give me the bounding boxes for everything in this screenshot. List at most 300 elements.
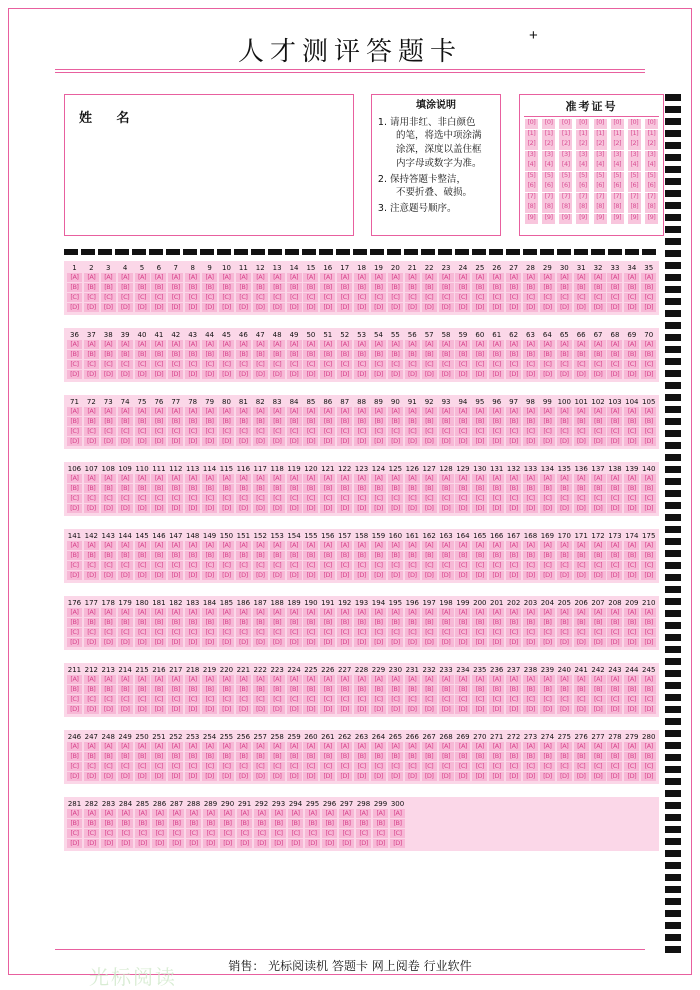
answer-bubble-c[interactable]: [C] [169,829,184,838]
answer-bubble-d[interactable]: [D] [151,638,166,647]
answer-bubble-d[interactable]: [D] [591,705,606,714]
question-column[interactable] [100,666,117,715]
answer-bubble-a[interactable]: [A] [185,407,200,416]
answer-bubble-d[interactable]: [D] [439,772,454,781]
answer-bubble-d[interactable]: [D] [185,504,200,513]
answer-bubble-c[interactable]: [C] [489,628,504,637]
answer-bubble-b[interactable]: [B] [371,551,386,560]
answer-bubble-b[interactable]: [B] [203,819,218,828]
answer-bubble-b[interactable]: [B] [641,417,656,426]
answer-bubble-d[interactable]: [D] [405,772,420,781]
answer-bubble-a[interactable]: [A] [455,608,470,617]
answer-bubble-d[interactable]: [D] [455,772,470,781]
answer-bubble-b[interactable]: [B] [67,283,82,292]
answer-bubble-d[interactable]: [D] [185,571,200,580]
answer-bubble-c[interactable]: [C] [455,628,470,637]
answer-bubble-a[interactable]: [A] [118,742,133,751]
answer-bubble-a[interactable]: [A] [219,340,234,349]
answer-bubble-d[interactable]: [D] [253,437,268,446]
answer-bubble-c[interactable]: [C] [101,561,116,570]
answer-bubble-b[interactable]: [B] [118,484,133,493]
answer-bubble-c[interactable]: [C] [591,360,606,369]
answer-bubble-c[interactable]: [C] [557,494,572,503]
answer-bubble-d[interactable]: [D] [84,437,99,446]
answer-bubble-d[interactable]: [D] [591,504,606,513]
answer-bubble-b[interactable]: [B] [388,618,403,627]
answer-bubble-d[interactable]: [D] [270,504,285,513]
exam-number-bubble[interactable]: [2] [559,140,572,150]
answer-bubble-a[interactable]: [A] [422,340,437,349]
answer-bubble-b[interactable]: [B] [506,484,521,493]
answer-bubble-a[interactable]: [A] [253,273,268,282]
question-column[interactable] [218,532,235,581]
answer-bubble-d[interactable]: [D] [422,303,437,312]
answer-bubble-d[interactable]: [D] [303,638,318,647]
answer-bubble-a[interactable]: [A] [67,541,82,550]
answer-bubble-b[interactable]: [B] [303,283,318,292]
answer-bubble-a[interactable]: [A] [371,407,386,416]
question-column[interactable] [404,398,421,447]
answer-bubble-b[interactable]: [B] [270,551,285,560]
answer-bubble-b[interactable]: [B] [641,685,656,694]
answer-bubble-b[interactable]: [B] [540,685,555,694]
answer-bubble-a[interactable]: [A] [591,407,606,416]
answer-bubble-c[interactable]: [C] [540,293,555,302]
exam-number-bubble[interactable]: [1] [628,130,641,140]
question-column[interactable] [372,800,389,849]
answer-bubble-d[interactable]: [D] [271,839,286,848]
answer-bubble-a[interactable]: [A] [472,407,487,416]
exam-number-bubble[interactable]: [6] [559,182,572,192]
question-column[interactable] [488,264,505,313]
answer-bubble-d[interactable]: [D] [422,571,437,580]
answer-bubble-c[interactable]: [C] [151,427,166,436]
exam-number-bubble[interactable]: [4] [645,161,658,171]
question-column[interactable] [302,733,319,782]
answer-bubble-b[interactable]: [B] [607,283,622,292]
answer-bubble-d[interactable]: [D] [337,437,352,446]
answer-bubble-a[interactable]: [A] [337,608,352,617]
answer-bubble-d[interactable]: [D] [202,504,217,513]
answer-bubble-d[interactable]: [D] [439,370,454,379]
answer-bubble-c[interactable]: [C] [422,762,437,771]
answer-bubble-d[interactable]: [D] [641,705,656,714]
answer-bubble-a[interactable]: [A] [287,273,302,282]
question-column[interactable] [235,398,252,447]
answer-bubble-b[interactable]: [B] [371,685,386,694]
answer-bubble-a[interactable]: [A] [151,407,166,416]
answer-bubble-c[interactable]: [C] [388,561,403,570]
answer-bubble-a[interactable]: [A] [489,407,504,416]
answer-bubble-a[interactable]: [A] [169,809,184,818]
answer-bubble-d[interactable]: [D] [151,705,166,714]
answer-bubble-b[interactable]: [B] [624,283,639,292]
answer-bubble-c[interactable]: [C] [168,494,183,503]
answer-bubble-c[interactable]: [C] [455,695,470,704]
question-column[interactable] [404,532,421,581]
answer-bubble-c[interactable]: [C] [371,360,386,369]
question-column[interactable] [454,666,471,715]
answer-bubble-b[interactable]: [B] [320,685,335,694]
question-column[interactable] [488,398,505,447]
question-column[interactable] [252,733,269,782]
answer-bubble-b[interactable]: [B] [489,752,504,761]
answer-bubble-b[interactable]: [B] [67,551,82,560]
answer-bubble-c[interactable]: [C] [388,762,403,771]
answer-bubble-c[interactable]: [C] [371,561,386,570]
question-column[interactable] [607,264,624,313]
answer-bubble-d[interactable]: [D] [641,772,656,781]
answer-bubble-c[interactable]: [C] [219,561,234,570]
answer-bubble-d[interactable]: [D] [219,772,234,781]
answer-bubble-b[interactable]: [B] [540,283,555,292]
answer-bubble-a[interactable]: [A] [405,541,420,550]
answer-bubble-d[interactable]: [D] [574,437,589,446]
exam-number-grid[interactable] [520,117,663,224]
answer-bubble-a[interactable]: [A] [67,273,82,282]
answer-bubble-a[interactable]: [A] [202,742,217,751]
answer-bubble-a[interactable]: [A] [253,608,268,617]
answer-bubble-a[interactable]: [A] [405,407,420,416]
exam-number-bubble[interactable]: [7] [611,193,624,203]
answer-bubble-b[interactable]: [B] [84,819,99,828]
answer-bubble-a[interactable]: [A] [185,541,200,550]
answer-bubble-a[interactable]: [A] [236,742,251,751]
answer-bubble-c[interactable]: [C] [168,360,183,369]
answer-bubble-a[interactable]: [A] [84,273,99,282]
question-column[interactable] [539,599,556,648]
answer-bubble-a[interactable]: [A] [101,541,116,550]
answer-bubble-a[interactable]: [A] [455,675,470,684]
answer-bubble-c[interactable]: [C] [354,427,369,436]
answer-bubble-b[interactable]: [B] [472,752,487,761]
question-column[interactable] [370,331,387,380]
answer-bubble-d[interactable]: [D] [371,772,386,781]
question-column[interactable] [522,398,539,447]
question-column[interactable] [286,264,303,313]
answer-bubble-a[interactable]: [A] [455,273,470,282]
answer-bubble-b[interactable]: [B] [135,618,150,627]
answer-bubble-b[interactable]: [B] [219,283,234,292]
answer-bubble-c[interactable]: [C] [388,427,403,436]
answer-bubble-a[interactable]: [A] [168,474,183,483]
answer-bubble-b[interactable]: [B] [523,283,538,292]
answer-bubble-c[interactable]: [C] [185,762,200,771]
exam-number-bubble[interactable]: [3] [628,151,641,161]
question-column[interactable] [66,733,83,782]
answer-bubble-d[interactable]: [D] [523,705,538,714]
exam-number-bubble[interactable]: [7] [645,193,658,203]
answer-bubble-a[interactable]: [A] [371,742,386,751]
answer-bubble-a[interactable]: [A] [540,407,555,416]
answer-bubble-d[interactable]: [D] [253,638,268,647]
answer-bubble-b[interactable]: [B] [591,685,606,694]
answer-bubble-c[interactable]: [C] [84,561,99,570]
answer-bubble-a[interactable]: [A] [151,608,166,617]
question-column[interactable] [218,733,235,782]
answer-bubble-a[interactable]: [A] [371,340,386,349]
question-column[interactable] [235,331,252,380]
answer-bubble-a[interactable]: [A] [202,541,217,550]
question-column[interactable] [219,800,236,849]
answer-bubble-a[interactable]: [A] [624,608,639,617]
answer-bubble-c[interactable]: [C] [472,293,487,302]
answer-bubble-a[interactable]: [A] [472,340,487,349]
answer-bubble-c[interactable]: [C] [151,360,166,369]
answer-bubble-c[interactable]: [C] [641,695,656,704]
answer-bubble-a[interactable]: [A] [303,675,318,684]
answer-bubble-a[interactable]: [A] [202,407,217,416]
question-column[interactable] [319,398,336,447]
answer-bubble-d[interactable]: [D] [607,705,622,714]
answer-bubble-d[interactable]: [D] [574,772,589,781]
answer-bubble-a[interactable]: [A] [388,273,403,282]
answer-bubble-d[interactable]: [D] [574,370,589,379]
exam-number-bubble[interactable]: [1] [559,130,572,140]
answer-bubble-c[interactable]: [C] [202,494,217,503]
answer-bubble-c[interactable]: [C] [67,695,82,704]
exam-number-bubble[interactable]: [6] [525,182,538,192]
answer-bubble-a[interactable]: [A] [540,675,555,684]
answer-bubble-b[interactable]: [B] [472,685,487,694]
question-column[interactable] [387,465,404,514]
answer-bubble-b[interactable]: [B] [219,350,234,359]
answer-bubble-b[interactable]: [B] [574,685,589,694]
question-column[interactable] [607,331,624,380]
answer-bubble-d[interactable]: [D] [202,303,217,312]
answer-bubble-a[interactable]: [A] [322,809,337,818]
answer-bubble-c[interactable]: [C] [135,494,150,503]
answer-bubble-d[interactable]: [D] [354,705,369,714]
question-column[interactable] [286,733,303,782]
answer-bubble-c[interactable]: [C] [405,561,420,570]
question-column[interactable] [269,532,286,581]
answer-bubble-c[interactable]: [C] [118,628,133,637]
answer-bubble-d[interactable]: [D] [405,437,420,446]
answer-bubble-d[interactable]: [D] [337,638,352,647]
question-column[interactable] [471,666,488,715]
answer-bubble-d[interactable]: [D] [506,772,521,781]
answer-bubble-a[interactable]: [A] [574,608,589,617]
answer-bubble-d[interactable]: [D] [168,437,183,446]
answer-bubble-b[interactable]: [B] [169,819,184,828]
answer-bubble-c[interactable]: [C] [641,494,656,503]
exam-number-bubble[interactable]: [5] [559,172,572,182]
answer-bubble-c[interactable]: [C] [489,360,504,369]
answer-bubble-b[interactable]: [B] [101,417,116,426]
answer-bubble-b[interactable]: [B] [439,752,454,761]
answer-bubble-d[interactable]: [D] [320,437,335,446]
answer-bubble-d[interactable]: [D] [168,638,183,647]
answer-bubble-b[interactable]: [B] [641,350,656,359]
answer-bubble-d[interactable]: [D] [388,437,403,446]
answer-bubble-a[interactable]: [A] [354,608,369,617]
answer-bubble-b[interactable]: [B] [540,551,555,560]
answer-bubble-b[interactable]: [B] [489,283,504,292]
answer-bubble-a[interactable]: [A] [641,742,656,751]
answer-bubble-b[interactable]: [B] [219,417,234,426]
answer-bubble-d[interactable]: [D] [422,437,437,446]
answer-bubble-d[interactable]: [D] [523,504,538,513]
answer-bubble-a[interactable]: [A] [320,340,335,349]
answer-bubble-b[interactable]: [B] [101,350,116,359]
answer-bubble-d[interactable]: [D] [405,571,420,580]
answer-bubble-b[interactable]: [B] [101,819,116,828]
answer-bubble-c[interactable]: [C] [540,427,555,436]
answer-bubble-c[interactable]: [C] [422,427,437,436]
answer-bubble-d[interactable]: [D] [591,437,606,446]
answer-bubble-a[interactable]: [A] [388,474,403,483]
answer-bubble-b[interactable]: [B] [253,752,268,761]
answer-bubble-d[interactable]: [D] [135,504,150,513]
answer-bubble-d[interactable]: [D] [607,370,622,379]
answer-bubble-a[interactable]: [A] [439,608,454,617]
answer-bubble-a[interactable]: [A] [168,675,183,684]
answer-bubble-c[interactable]: [C] [339,829,354,838]
answer-bubble-d[interactable]: [D] [557,504,572,513]
answer-bubble-d[interactable]: [D] [287,571,302,580]
answer-bubble-d[interactable]: [D] [422,638,437,647]
question-column[interactable] [556,666,573,715]
answer-bubble-b[interactable]: [B] [506,417,521,426]
answer-bubble-a[interactable]: [A] [354,407,369,416]
answer-bubble-b[interactable]: [B] [135,551,150,560]
answer-bubble-c[interactable]: [C] [320,427,335,436]
answer-bubble-d[interactable]: [D] [624,303,639,312]
answer-bubble-c[interactable]: [C] [202,695,217,704]
answer-bubble-c[interactable]: [C] [303,427,318,436]
question-column[interactable] [167,599,184,648]
answer-bubble-a[interactable]: [A] [185,340,200,349]
question-column[interactable] [134,599,151,648]
answer-bubble-a[interactable]: [A] [574,273,589,282]
answer-bubble-c[interactable]: [C] [354,360,369,369]
question-column[interactable] [607,465,624,514]
answer-bubble-a[interactable]: [A] [185,742,200,751]
answer-bubble-c[interactable]: [C] [439,695,454,704]
question-column[interactable] [235,465,252,514]
answer-bubble-c[interactable]: [C] [624,695,639,704]
answer-bubble-c[interactable]: [C] [118,561,133,570]
answer-bubble-c[interactable]: [C] [371,293,386,302]
answer-bubble-c[interactable]: [C] [303,695,318,704]
answer-bubble-a[interactable]: [A] [557,675,572,684]
answer-bubble-d[interactable]: [D] [320,303,335,312]
question-column[interactable] [387,666,404,715]
answer-block[interactable] [64,328,659,382]
answer-bubble-b[interactable]: [B] [472,551,487,560]
question-column[interactable] [454,331,471,380]
answer-bubble-b[interactable]: [B] [168,350,183,359]
answer-bubble-b[interactable]: [B] [607,350,622,359]
exam-number-column[interactable] [542,119,555,224]
exam-number-bubble[interactable]: [8] [576,203,589,213]
answer-bubble-b[interactable]: [B] [118,417,133,426]
question-column[interactable] [83,532,100,581]
answer-bubble-c[interactable]: [C] [67,628,82,637]
answer-bubble-d[interactable]: [D] [320,638,335,647]
answer-bubble-c[interactable]: [C] [202,427,217,436]
question-column[interactable] [556,733,573,782]
answer-bubble-b[interactable]: [B] [455,350,470,359]
answer-bubble-c[interactable]: [C] [472,427,487,436]
answer-bubble-b[interactable]: [B] [371,417,386,426]
question-column[interactable] [201,532,218,581]
answer-bubble-b[interactable]: [B] [540,350,555,359]
answer-bubble-b[interactable]: [B] [118,350,133,359]
answer-bubble-a[interactable]: [A] [574,340,589,349]
answer-bubble-a[interactable]: [A] [185,273,200,282]
answer-bubble-b[interactable]: [B] [405,283,420,292]
answer-bubble-c[interactable]: [C] [236,762,251,771]
answer-bubble-c[interactable]: [C] [270,293,285,302]
answer-bubble-d[interactable]: [D] [506,370,521,379]
answer-bubble-c[interactable]: [C] [101,628,116,637]
answer-bubble-d[interactable]: [D] [135,638,150,647]
answer-bubble-a[interactable]: [A] [439,675,454,684]
answer-bubble-c[interactable]: [C] [439,427,454,436]
answer-bubble-a[interactable]: [A] [591,541,606,550]
answer-bubble-b[interactable]: [B] [337,752,352,761]
answer-bubble-a[interactable]: [A] [84,742,99,751]
answer-bubble-d[interactable]: [D] [472,504,487,513]
answer-bubble-c[interactable]: [C] [641,561,656,570]
question-column[interactable] [623,733,640,782]
answer-bubble-d[interactable]: [D] [489,571,504,580]
answer-bubble-b[interactable]: [B] [624,685,639,694]
answer-bubble-a[interactable]: [A] [320,273,335,282]
answer-bubble-a[interactable]: [A] [118,273,133,282]
question-column[interactable] [573,331,590,380]
answer-bubble-b[interactable]: [B] [84,685,99,694]
answer-bubble-d[interactable]: [D] [574,571,589,580]
answer-bubble-a[interactable]: [A] [506,340,521,349]
question-column[interactable] [218,331,235,380]
answer-bubble-b[interactable]: [B] [185,283,200,292]
answer-bubble-b[interactable]: [B] [101,484,116,493]
answer-bubble-d[interactable]: [D] [253,705,268,714]
answer-bubble-c[interactable]: [C] [388,293,403,302]
answer-bubble-b[interactable]: [B] [118,819,133,828]
answer-bubble-b[interactable]: [B] [405,484,420,493]
question-column[interactable] [319,264,336,313]
answer-bubble-d[interactable]: [D] [641,437,656,446]
question-column[interactable] [66,666,83,715]
answer-bubble-b[interactable]: [B] [455,417,470,426]
answer-bubble-c[interactable]: [C] [287,628,302,637]
question-column[interactable] [201,264,218,313]
answer-bubble-a[interactable]: [A] [67,742,82,751]
question-column[interactable] [319,666,336,715]
answer-bubble-a[interactable]: [A] [320,742,335,751]
answer-bubble-c[interactable]: [C] [439,762,454,771]
answer-bubble-d[interactable]: [D] [118,504,133,513]
answer-bubble-a[interactable]: [A] [236,474,251,483]
answer-bubble-b[interactable]: [B] [624,618,639,627]
answer-bubble-d[interactable]: [D] [219,303,234,312]
question-column[interactable] [522,465,539,514]
answer-bubble-a[interactable]: [A] [641,340,656,349]
answer-bubble-c[interactable]: [C] [67,360,82,369]
exam-number-bubble[interactable]: [2] [525,140,538,150]
answer-bubble-c[interactable]: [C] [185,561,200,570]
answer-bubble-b[interactable]: [B] [540,417,555,426]
question-column[interactable] [404,331,421,380]
answer-bubble-b[interactable]: [B] [455,283,470,292]
question-column[interactable] [66,800,83,849]
answer-bubble-c[interactable]: [C] [219,360,234,369]
answer-bubble-b[interactable]: [B] [202,752,217,761]
